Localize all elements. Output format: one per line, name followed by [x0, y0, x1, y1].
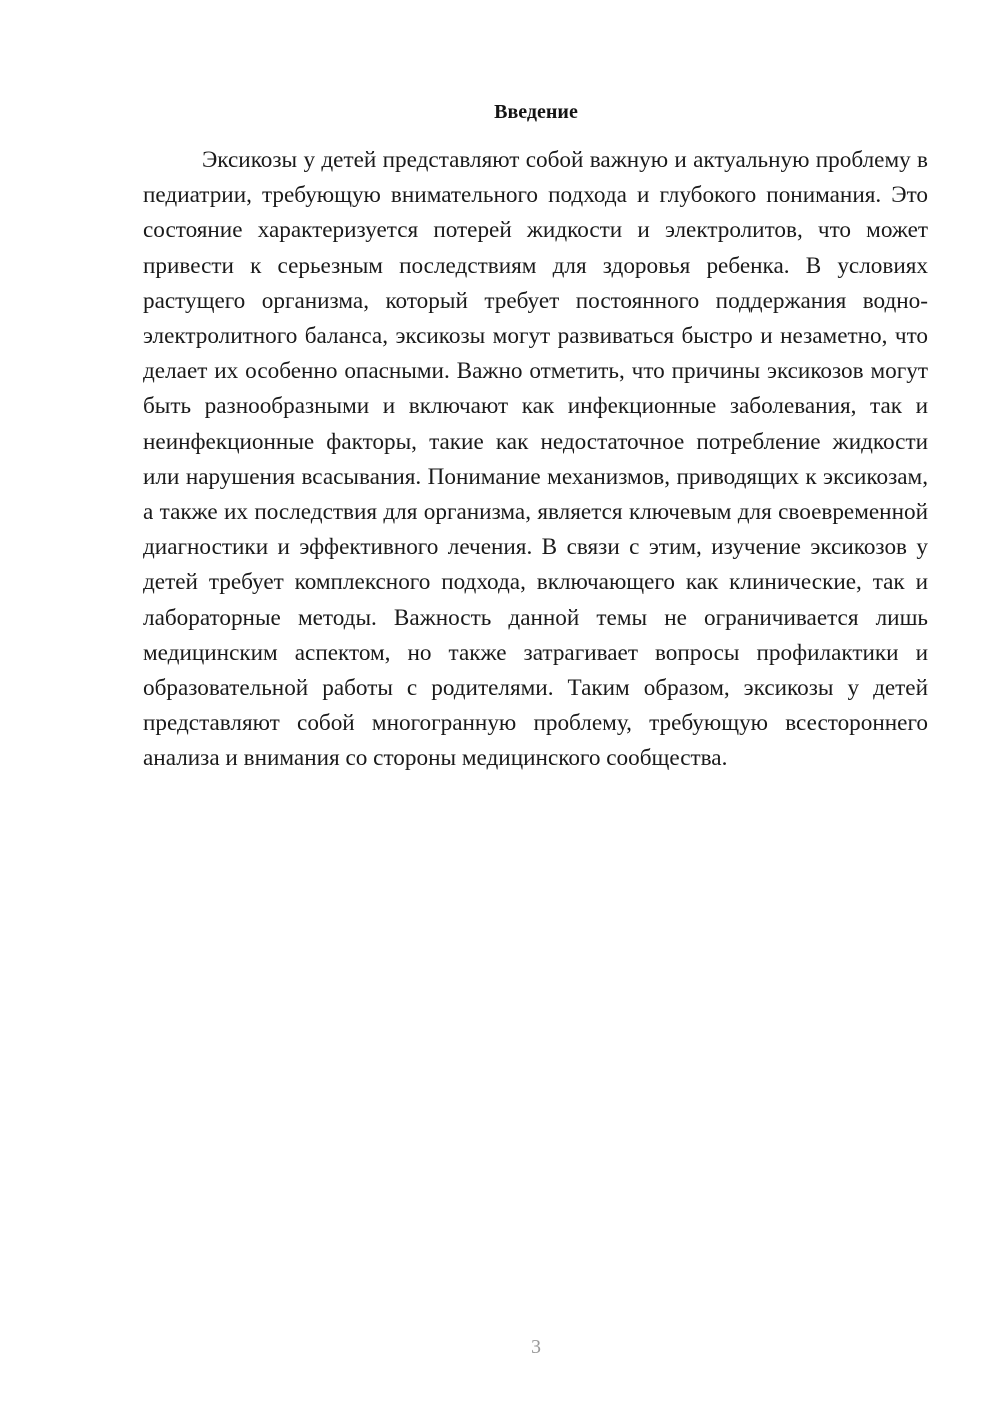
section-heading: Введение [494, 101, 578, 123]
page-number: 3 [531, 1336, 541, 1358]
body-paragraph: Эксикозы у детей представляют собой важную и актуальную проблему в педиатрии, требующую внимательного подхода и глубокого понимания. Это состояние характеризуется потерей жидкости и электролитов, что может привести к серьезным последствиям для здоровья ребенка. В условиях растущего организма, который требует постоянного поддержания водно-электролитного баланса, эксикозы могут развиваться быстро и незаметно, что делает их особенно опасными. Важно отметить, что причины эксикозов могут быть разнообразными и включают как инфекционные заболевания, так и неинфекционные факторы, такие как недостаточное потребление жидкости или нарушения всасывания. Понимание механизмов, приводящих к эксикозам, а также их последствия для организма, является ключевым для своевременной диагностики и эффективного лечения. В связи с этим, изучение эксикозов у детей требует комплексного подхода, включающего как клинические, так и лабораторные методы. Важность данной темы не ограничивается лишь медицинским аспектом, но также затрагивает вопросы профилактики и образовательной работы с родителями. Таким образом, эксикозы у детей представляют собой многогранную проблему, требующую всестороннего анализа и внимания со стороны медицинского сообщества. [143, 147, 928, 772]
